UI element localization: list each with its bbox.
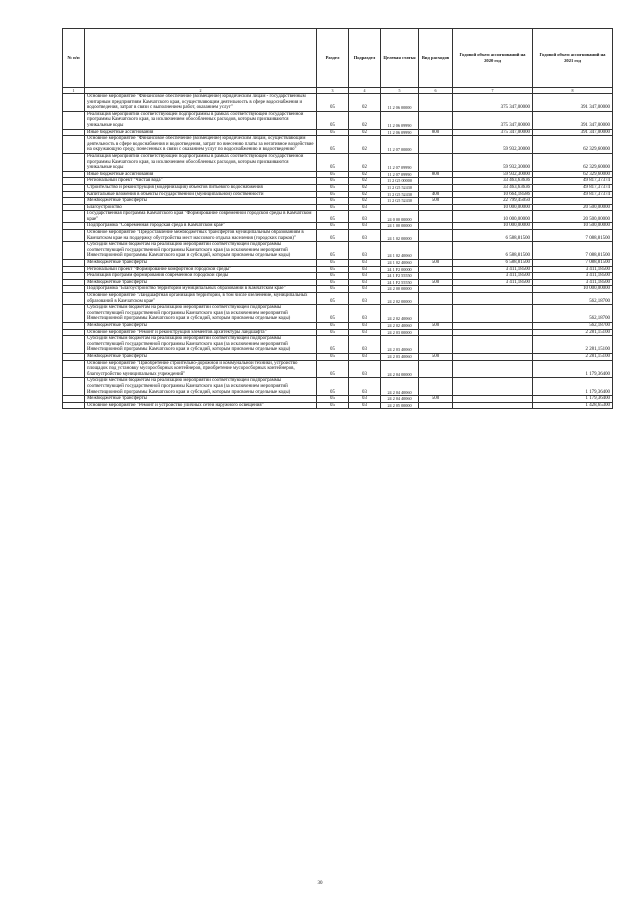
row-num-cell <box>63 204 85 211</box>
row-target-article-cell: 11 2 06 09990 <box>381 111 419 129</box>
row-num-cell <box>63 184 85 191</box>
header-row <box>63 29 613 88</box>
row-expense-type-cell <box>419 153 453 171</box>
table-row <box>63 198 613 205</box>
row-podrazdel-cell: 03 <box>349 279 381 286</box>
row-2021-cell: 391 347,00000 <box>533 129 613 136</box>
row-2020-cell: 6 588,81500 <box>453 260 533 267</box>
row-2021-cell: 2 281,15100 <box>533 353 613 360</box>
row-2020-cell <box>453 286 533 293</box>
row-2021-cell: 10 500,00000 <box>533 223 613 230</box>
header-podrazdel: Подраздел <box>349 29 381 88</box>
row-2021-cell: 562,18700 <box>533 322 613 329</box>
row-razdel-cell: 05 <box>317 223 349 230</box>
row-2021-cell: 49 817,37374 <box>533 184 613 191</box>
row-2020-cell <box>453 305 533 323</box>
row-2021-cell: 62 329,60000 <box>533 171 613 178</box>
row-podrazdel-cell: 02 <box>349 153 381 171</box>
row-expense-type-cell <box>419 230 453 242</box>
header-name <box>85 29 317 88</box>
column-number: 7 <box>453 88 533 94</box>
row-expense-type-cell <box>419 94 453 112</box>
row-expense-type-cell: 500 <box>419 322 453 329</box>
row-2020-cell: 10 000,00000 <box>453 223 533 230</box>
row-name-cell: Основное мероприятие "Ремонт и устройство уличных сетей наружного освещения" <box>85 402 317 409</box>
row-podrazdel-cell: 03 <box>349 378 381 396</box>
row-target-article-cell: 11 2 07 09990 <box>381 171 419 178</box>
row-name-cell: Основное мероприятие "Финансовое обеспечение (возмещение) юридическим лицам, осуществляющим деятельность в сфере водоснабжения и водоотведения, затрат по внесению платы за негативное воздействие на окружающую среду, понесенных в связи с оказанием услуг по водоснабжению и водоотведению" <box>85 136 317 154</box>
row-num-cell <box>63 242 85 260</box>
row-podrazdel-cell: 02 <box>349 111 381 129</box>
row-num-cell <box>63 279 85 286</box>
row-name-cell: Субсидии местным бюджетам на реализацию мероприятий соответствующей подпрограммы соответствующей государственной программы Камчатского края (за исключением мероприятий Инвестиционной программы Камчатского края и субсидий, которым присвоены отдельные коды) <box>85 242 317 260</box>
row-num-cell <box>63 286 85 293</box>
page-number: 30 <box>317 881 323 886</box>
row-num-cell <box>63 191 85 198</box>
row-razdel-cell: 05 <box>317 171 349 178</box>
row-name-cell: Межбюджетные трансферты <box>85 279 317 286</box>
table-row <box>63 402 613 409</box>
row-podrazdel-cell: 03 <box>349 329 381 336</box>
row-name-cell: Субсидии местным бюджетам на реализацию мероприятий соответствующей подпрограммы соответствующей государственной программы Камчатского края (за исключением мероприятий Инвестиционной программы Камчатского края и субсидий, которым присвоены отдельные коды) <box>85 378 317 396</box>
table-row <box>63 305 613 323</box>
row-target-article-cell: 24 1 02 40060 <box>381 242 419 260</box>
table-row <box>63 329 613 336</box>
row-expense-type-cell <box>419 329 453 336</box>
row-num-cell <box>63 353 85 360</box>
row-razdel-cell: 05 <box>317 396 349 403</box>
row-2021-cell: 3 411,18500 <box>533 273 613 280</box>
row-expense-type-cell <box>419 336 453 354</box>
row-target-article-cell: 24 2 02 40060 <box>381 305 419 323</box>
row-razdel-cell: 05 <box>317 204 349 211</box>
row-target-article-cell: 24 2 04 40060 <box>381 396 419 403</box>
row-2021-cell: 1 179,36400 <box>533 378 613 396</box>
row-num-cell <box>63 111 85 129</box>
row-expense-type-cell: 500 <box>419 353 453 360</box>
row-2020-cell: 33 463,63636 <box>453 178 533 185</box>
table-row <box>63 136 613 154</box>
row-target-article-cell: 24 1 F2 55550 <box>381 279 419 286</box>
row-expense-type-cell <box>419 178 453 185</box>
row-expense-type-cell <box>419 305 453 323</box>
row-razdel-cell: 05 <box>317 230 349 242</box>
row-name-cell: Межбюджетные трансферты <box>85 322 317 329</box>
table-row <box>63 360 613 378</box>
budget-table <box>62 28 613 409</box>
row-2021-cell: 562,18700 <box>533 293 613 305</box>
table-row <box>63 336 613 354</box>
row-2020-cell: 6 588,81500 <box>453 230 533 242</box>
row-2020-cell <box>453 293 533 305</box>
row-num-cell <box>63 402 85 409</box>
row-2020-cell <box>453 396 533 403</box>
row-podrazdel-cell: 02 <box>349 129 381 136</box>
table-row <box>63 129 613 136</box>
row-name-cell: Государственная программа Камчатского края "Формирование современной городской среды в Камчатском крае" <box>85 211 317 223</box>
row-2020-cell <box>453 402 533 409</box>
row-name-cell: Основное мероприятие "Ландшафтная организация территорий, в том числе озеленение, муниципальных образований в Камчатском крае" <box>85 293 317 305</box>
row-podrazdel-cell: 03 <box>349 230 381 242</box>
row-expense-type-cell: 500 <box>419 279 453 286</box>
row-podrazdel-cell: 02 <box>349 198 381 205</box>
row-target-article-cell: 11 2 06 00000 <box>381 94 419 112</box>
row-razdel-cell: 05 <box>317 242 349 260</box>
row-podrazdel-cell: 03 <box>349 396 381 403</box>
row-target-article-cell: 11 2 G5 52430 <box>381 198 419 205</box>
row-2020-cell: 3 411,18500 <box>453 279 533 286</box>
row-num-cell <box>63 198 85 205</box>
row-name-cell: Основное мероприятие "Ремонт и реконструкция элементов архитектуры ландшафта" <box>85 329 317 336</box>
row-razdel-cell: 05 <box>317 184 349 191</box>
row-razdel-cell: 05 <box>317 191 349 198</box>
table-row <box>63 171 613 178</box>
row-target-article-cell: 11 2 G5 00000 <box>381 178 419 185</box>
row-podrazdel-cell: 03 <box>349 204 381 211</box>
row-2021-cell: 2 281,15100 <box>533 336 613 354</box>
row-name-cell: Строительство и реконструкция (модернизация) объектов питьевого водоснабжения <box>85 184 317 191</box>
row-2021-cell: 391 347,00000 <box>533 111 613 129</box>
row-podrazdel-cell: 02 <box>349 136 381 154</box>
table-row <box>63 286 613 293</box>
row-expense-type-cell: 800 <box>419 171 453 178</box>
row-2021-cell: 7 088,81500 <box>533 230 613 242</box>
row-num-cell <box>63 305 85 323</box>
row-target-article-cell: 24 2 00 00000 <box>381 286 419 293</box>
row-2021-cell: 62 329,60000 <box>533 136 613 154</box>
row-2020-cell: 22 799,45050 <box>453 198 533 205</box>
row-razdel-cell: 05 <box>317 378 349 396</box>
table-row <box>63 260 613 267</box>
row-expense-type-cell: 400 <box>419 191 453 198</box>
row-2020-cell: 3 411,18500 <box>453 273 533 280</box>
row-2021-cell: 49 817,37374 <box>533 178 613 185</box>
row-2020-cell <box>453 353 533 360</box>
row-podrazdel-cell: 03 <box>349 286 381 293</box>
row-name-cell: Межбюджетные трансферты <box>85 353 317 360</box>
row-name-cell: Основное мероприятие "Финансовое обеспечение (возмещение) юридическим лицам - государственным унитарным предприятиям Камчатского края, осуществляющим деятельность в сфере водоснабжения и водоотведения, затрат в связи с выполнением работ, оказанием услуг" <box>85 94 317 112</box>
column-number: 2 <box>85 88 317 94</box>
row-razdel-cell: 05 <box>317 198 349 205</box>
row-2020-cell: 10 664,18586 <box>453 191 533 198</box>
row-name-cell: Подпрограмма "Современная городская среда в Камчатском крае" <box>85 223 317 230</box>
row-podrazdel-cell: 03 <box>349 223 381 230</box>
row-expense-type-cell <box>419 402 453 409</box>
row-expense-type-cell: 500 <box>419 260 453 267</box>
row-2021-cell <box>533 198 613 205</box>
column-number: 6 <box>419 88 453 94</box>
row-num-cell <box>63 293 85 305</box>
row-num-cell <box>63 260 85 267</box>
row-name-cell: Иные бюджетные ассигнования <box>85 171 317 178</box>
row-podrazdel-cell: 03 <box>349 402 381 409</box>
row-expense-type-cell <box>419 223 453 230</box>
row-razdel-cell: 05 <box>317 402 349 409</box>
row-name-cell: Региональный проект "Чистая вода" <box>85 178 317 185</box>
row-expense-type-cell <box>419 111 453 129</box>
table-row <box>63 111 613 129</box>
row-2021-cell: 2 281,15100 <box>533 329 613 336</box>
row-2020-cell <box>453 322 533 329</box>
row-2020-cell: 10 000,00000 <box>453 211 533 223</box>
row-target-article-cell: 24 2 04 00000 <box>381 360 419 378</box>
row-2020-cell: 59 932,30000 <box>453 136 533 154</box>
row-expense-type-cell <box>419 286 453 293</box>
row-2020-cell: 375 347,00000 <box>453 111 533 129</box>
column-number: 1 <box>63 88 85 94</box>
row-razdel-cell: 05 <box>317 273 349 280</box>
row-2021-cell: 562,18700 <box>533 305 613 323</box>
row-num-cell <box>63 178 85 185</box>
row-2021-cell: 7 088,81500 <box>533 260 613 267</box>
row-razdel-cell: 05 <box>317 329 349 336</box>
row-2020-cell: 59 932,30000 <box>453 171 533 178</box>
row-2020-cell: 10 000,00000 <box>453 204 533 211</box>
row-name-cell: Реализация мероприятий соответствующей подпрограммы в рамках соответствующей государственной программы Камчатского края, за исключением обособленных расходов, которым присваиваются уникальные коды <box>85 153 317 171</box>
table-row <box>63 153 613 171</box>
row-expense-type-cell <box>419 378 453 396</box>
row-name-cell: Реализация программ формирования современной городской среды <box>85 273 317 280</box>
table-row <box>63 184 613 191</box>
row-name-cell: Субсидии местным бюджетам на реализацию мероприятий соответствующей подпрограммы соответствующей государственной программы Камчатского края (за исключением мероприятий Инвестиционной программы Камчатского края и субсидий, которым присвоены отдельные коды) <box>85 336 317 354</box>
row-target-article-cell: 11 2 07 09990 <box>381 153 419 171</box>
row-name-cell: Региональный проект "Формирование комфортной городской среды" <box>85 266 317 273</box>
row-num-cell <box>63 230 85 242</box>
row-target-article-cell <box>381 204 419 211</box>
row-target-article-cell: 24 1 02 40060 <box>381 260 419 267</box>
row-expense-type-cell <box>419 204 453 211</box>
header-2020: Годовой объем ассигнований на 2020 год <box>453 29 533 88</box>
table-row <box>63 273 613 280</box>
table-row <box>63 242 613 260</box>
row-razdel-cell: 05 <box>317 266 349 273</box>
row-target-article-cell: 24 1 02 00000 <box>381 230 419 242</box>
row-name-cell: Капитальные вложения в объекты государственной (муниципальной) собственности <box>85 191 317 198</box>
row-2021-cell: 3 411,18500 <box>533 279 613 286</box>
column-number: 3 <box>317 88 349 94</box>
row-razdel-cell: 05 <box>317 211 349 223</box>
row-target-article-cell: 24 2 03 40060 <box>381 336 419 354</box>
row-name-cell: Благоустройство <box>85 204 317 211</box>
row-2020-cell <box>453 360 533 378</box>
row-target-article-cell: 11 2 G5 52430 <box>381 184 419 191</box>
row-razdel-cell: 05 <box>317 293 349 305</box>
row-2021-cell: 62 329,60000 <box>533 153 613 171</box>
row-podrazdel-cell: 03 <box>349 242 381 260</box>
row-podrazdel-cell: 02 <box>349 191 381 198</box>
row-num-cell <box>63 273 85 280</box>
row-expense-type-cell <box>419 293 453 305</box>
row-target-article-cell: 24 1 F2 55550 <box>381 273 419 280</box>
row-num-cell <box>63 171 85 178</box>
row-podrazdel-cell: 03 <box>349 336 381 354</box>
row-2020-cell: 375 347,00000 <box>453 94 533 112</box>
row-podrazdel-cell: 03 <box>349 266 381 273</box>
row-num-cell <box>63 336 85 354</box>
row-2020-cell: 3 411,18500 <box>453 266 533 273</box>
row-expense-type-cell: 500 <box>419 198 453 205</box>
row-target-article-cell: 24 1 00 00000 <box>381 223 419 230</box>
header-razdel: Раздел <box>317 29 349 88</box>
row-podrazdel-cell: 03 <box>349 211 381 223</box>
row-razdel-cell: 05 <box>317 336 349 354</box>
row-target-article-cell: 24 2 03 40060 <box>381 353 419 360</box>
row-2021-cell: 7 088,81500 <box>533 242 613 260</box>
table-row <box>63 223 613 230</box>
row-target-article-cell: 11 2 06 09990 <box>381 129 419 136</box>
row-expense-type-cell <box>419 360 453 378</box>
table-row <box>63 94 613 112</box>
header-target-article: Целевая статья <box>381 29 419 88</box>
header-2021: Годовой объем ассигнований на 2021 год <box>533 29 613 88</box>
row-razdel-cell: 05 <box>317 322 349 329</box>
row-name-cell: Основное мероприятие "Приобретение строительно-дорожной и коммунальной техники, устройство площадок под установку мусоросборных контейнеров, приобретение мусоросборных контейнеров, благоустройство муниципальных учреждений" <box>85 360 317 378</box>
row-razdel-cell: 05 <box>317 178 349 185</box>
row-target-article-cell: 24 2 05 00000 <box>381 402 419 409</box>
row-name-cell: Подпрограмма "Благоустройство территорий муниципальных образований в Камчатском крае" <box>85 286 317 293</box>
table-row <box>63 322 613 329</box>
row-razdel-cell: 05 <box>317 279 349 286</box>
row-2020-cell <box>453 378 533 396</box>
header-num: № п/п <box>63 29 85 88</box>
row-2021-cell: 1 179,36400 <box>533 360 613 378</box>
row-podrazdel-cell: 02 <box>349 178 381 185</box>
row-name-cell: Межбюджетные трансферты <box>85 260 317 267</box>
table-row <box>63 396 613 403</box>
row-num-cell <box>63 396 85 403</box>
row-podrazdel-cell: 03 <box>349 360 381 378</box>
row-target-article-cell: 24 0 00 00000 <box>381 211 419 223</box>
row-expense-type-cell <box>419 242 453 260</box>
row-expense-type-cell: 800 <box>419 129 453 136</box>
table-row <box>63 211 613 223</box>
row-podrazdel-cell: 03 <box>349 293 381 305</box>
row-razdel-cell: 05 <box>317 111 349 129</box>
row-2021-cell: 3 411,18500 <box>533 266 613 273</box>
row-podrazdel-cell: 02 <box>349 94 381 112</box>
row-num-cell <box>63 129 85 136</box>
row-name-cell: Основное мероприятие "Предоставление межбюджетных трансфертов муниципальным образованиям в Камчатском крае на поддержку обустройства мест массового отдыха населения (городских парков)" <box>85 230 317 242</box>
row-podrazdel-cell: 03 <box>349 305 381 323</box>
row-name-cell: Субсидии местным бюджетам на реализацию мероприятий соответствующей подпрограммы соответствующей государственной программы Камчатского края (за исключением мероприятий Инвестиционной программы Камчатского края и субсидий, которым присвоены отдельные коды) <box>85 305 317 323</box>
row-num-cell <box>63 211 85 223</box>
row-target-article-cell: 11 2 G5 52430 <box>381 191 419 198</box>
row-2020-cell: 375 347,00000 <box>453 129 533 136</box>
row-expense-type-cell: 500 <box>419 396 453 403</box>
row-target-article-cell: 24 2 03 00000 <box>381 329 419 336</box>
row-target-article-cell: 24 2 02 40060 <box>381 322 419 329</box>
row-num-cell <box>63 136 85 154</box>
row-2021-cell: 49 817,37374 <box>533 191 613 198</box>
row-razdel-cell: 05 <box>317 360 349 378</box>
row-razdel-cell: 05 <box>317 153 349 171</box>
row-2021-cell: 1 179,36400 <box>533 396 613 403</box>
row-razdel-cell: 05 <box>317 260 349 267</box>
row-expense-type-cell <box>419 184 453 191</box>
table-row <box>63 279 613 286</box>
row-name-cell: Иные бюджетные ассигнования <box>85 129 317 136</box>
table-row <box>63 178 613 185</box>
row-2020-cell <box>453 336 533 354</box>
row-2020-cell <box>453 329 533 336</box>
row-2021-cell: 10 000,00000 <box>533 286 613 293</box>
row-num-cell <box>63 378 85 396</box>
column-number: 5 <box>381 88 419 94</box>
row-target-article-cell: 11 2 07 00000 <box>381 136 419 154</box>
row-name-cell: Реализация мероприятий соответствующей подпрограммы в рамках соответствующей государственной программы Камчатского края, за исключением обособленных расходов, которым присваиваются уникальные коды <box>85 111 317 129</box>
row-num-cell <box>63 360 85 378</box>
column-number: 8 <box>533 88 613 94</box>
row-podrazdel-cell: 02 <box>349 171 381 178</box>
row-name-cell: Межбюджетные трансферты <box>85 396 317 403</box>
table-row <box>63 353 613 360</box>
row-2020-cell: 33 463,63636 <box>453 184 533 191</box>
column-number: 4 <box>349 88 381 94</box>
budget-table-page <box>62 28 612 409</box>
row-target-article-cell: 24 2 04 40060 <box>381 378 419 396</box>
row-podrazdel-cell: 03 <box>349 273 381 280</box>
row-razdel-cell: 05 <box>317 353 349 360</box>
row-podrazdel-cell: 03 <box>349 322 381 329</box>
row-razdel-cell: 05 <box>317 94 349 112</box>
row-num-cell <box>63 223 85 230</box>
header-expense-type: Вид расходов <box>419 29 453 88</box>
row-expense-type-cell <box>419 136 453 154</box>
row-expense-type-cell <box>419 211 453 223</box>
row-2020-cell: 59 932,30000 <box>453 153 533 171</box>
row-razdel-cell: 05 <box>317 129 349 136</box>
row-target-article-cell: 24 2 02 00000 <box>381 293 419 305</box>
row-podrazdel-cell: 02 <box>349 184 381 191</box>
row-2021-cell: 1 428,65300 <box>533 402 613 409</box>
row-2021-cell: 20 500,00000 <box>533 211 613 223</box>
table-row <box>63 266 613 273</box>
row-razdel-cell: 05 <box>317 305 349 323</box>
row-podrazdel-cell: 03 <box>349 353 381 360</box>
row-podrazdel-cell: 03 <box>349 260 381 267</box>
table-row <box>63 293 613 305</box>
row-expense-type-cell <box>419 266 453 273</box>
row-num-cell <box>63 322 85 329</box>
row-2021-cell: 391 347,00000 <box>533 94 613 112</box>
row-num-cell <box>63 266 85 273</box>
table-row <box>63 204 613 211</box>
row-num-cell <box>63 329 85 336</box>
row-2020-cell: 6 588,81500 <box>453 242 533 260</box>
row-target-article-cell: 24 1 F2 00000 <box>381 266 419 273</box>
table-row <box>63 191 613 198</box>
table-row <box>63 378 613 396</box>
row-num-cell <box>63 94 85 112</box>
row-2021-cell: 20 500,00000 <box>533 204 613 211</box>
row-razdel-cell: 05 <box>317 286 349 293</box>
row-name-cell: Межбюджетные трансферты <box>85 198 317 205</box>
row-num-cell <box>63 153 85 171</box>
row-expense-type-cell <box>419 273 453 280</box>
table-row <box>63 230 613 242</box>
row-razdel-cell: 05 <box>317 136 349 154</box>
